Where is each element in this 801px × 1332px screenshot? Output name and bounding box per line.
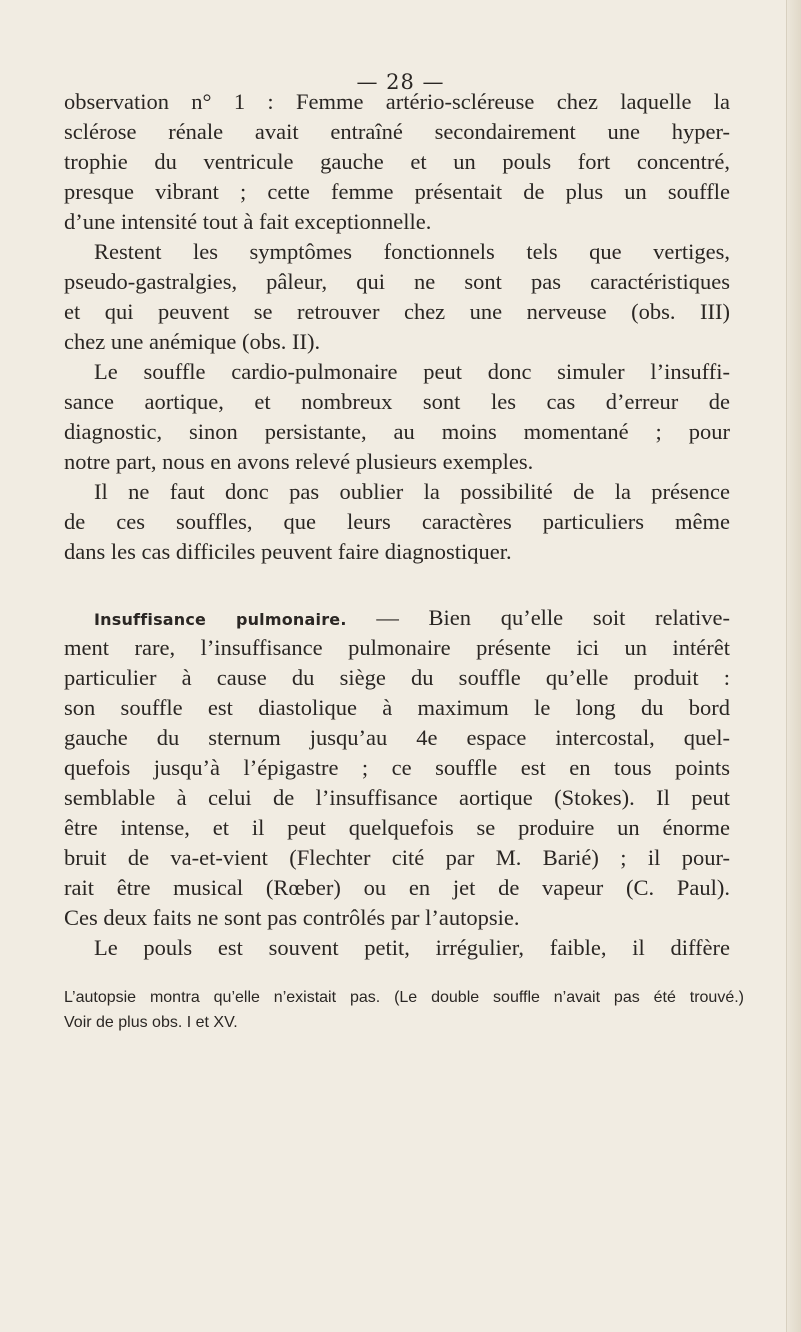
text-line: sclérose rénale avait entraîné secondairement une hyper- <box>64 119 730 144</box>
text-line: rait être musical (Rœber) ou en jet de vapeur (C. Paul). <box>64 875 730 900</box>
text-line: Restent les symptômes fonctionnels tels que vertiges, <box>94 239 730 264</box>
page-edge <box>786 0 801 1332</box>
paragraph-insuffisance-pulmonaire <box>64 603 730 933</box>
paragraph-souffle <box>64 357 730 477</box>
text-line: dans les cas difficiles peuvent faire diagnostiquer. <box>64 539 512 564</box>
paragraph-possibilite <box>64 477 730 567</box>
text-line: être intense, et il peut quelquefois se produire un énorme <box>64 815 730 840</box>
text-line: semblable à celui de l’insuffisance aortique (Stokes). Il peut <box>64 785 730 810</box>
text-line <box>64 603 730 633</box>
text-line: particulier à cause du siège du souffle qu’elle produit : <box>64 665 730 690</box>
text-line: et qui peuvent se retrouver chez une nerveuse (obs. III) <box>64 299 730 324</box>
text-line: ment rare, l’insuffisance pulmonaire présente ici un intérêt <box>64 635 730 660</box>
section-heading: Insuffisance pulmonaire. <box>94 610 347 629</box>
footnote-line: L’autopsie montra qu’elle n’existait pas. (Le double souffle n’avait pas été trouvé.) <box>64 989 744 1006</box>
text-line: quefois jusqu’à l’épigastre ; ce souffle est en tous points <box>64 755 730 780</box>
text-line: presque vibrant ; cette femme présentait de plus un souffle <box>64 179 730 204</box>
paragraph-symptomes <box>64 237 730 357</box>
footnote <box>64 985 744 1035</box>
text-line-rest: — Bien qu’elle soit relative- <box>346 605 730 630</box>
text-line: Le pouls est souvent petit, irrégulier, faible, il diffère <box>94 935 730 960</box>
paragraph-observation <box>64 87 730 237</box>
text-line: diagnostic, sinon persistante, au moins momentané ; pour <box>64 419 730 444</box>
text-line: trophie du ventricule gauche et un pouls fort concentré, <box>64 149 730 174</box>
paragraph-pouls <box>64 933 730 963</box>
text-line: gauche du sternum jusqu’au 4e espace intercostal, quel- <box>64 725 730 750</box>
text-line: d’une intensité tout à fait exceptionnelle. <box>64 209 432 234</box>
text-line: Il ne faut donc pas oublier la possibilité de la présence <box>94 479 730 504</box>
text-line: chez une anémique (obs. II). <box>64 329 321 354</box>
text-line: pseudo-gastralgies, pâleur, qui ne sont pas caractéristiques <box>64 269 730 294</box>
page-number: — 28 — <box>356 70 445 94</box>
text-line: de ces souffles, que leurs caractères particuliers même <box>64 509 730 534</box>
text-line: Ces deux faits ne sont pas contrôlés par l’autopsie. <box>64 905 520 930</box>
text-line: observation n° 1 : Femme artério-scléreuse chez laquelle la <box>64 89 730 114</box>
text-line: bruit de va-et-vient (Flechter cité par M. Barié) ; il pour- <box>64 845 730 870</box>
text-line: Le souffle cardio-pulmonaire peut donc simuler l’insuffi- <box>94 359 730 384</box>
footnote-line: Voir de plus obs. I et XV. <box>64 1014 238 1031</box>
text-line: notre part, nous en avons relevé plusieurs exemples. <box>64 449 534 474</box>
text-line: sance aortique, et nombreux sont les cas d’erreur de <box>64 389 730 414</box>
text-line: son souffle est diastolique à maximum le long du bord <box>64 695 730 720</box>
